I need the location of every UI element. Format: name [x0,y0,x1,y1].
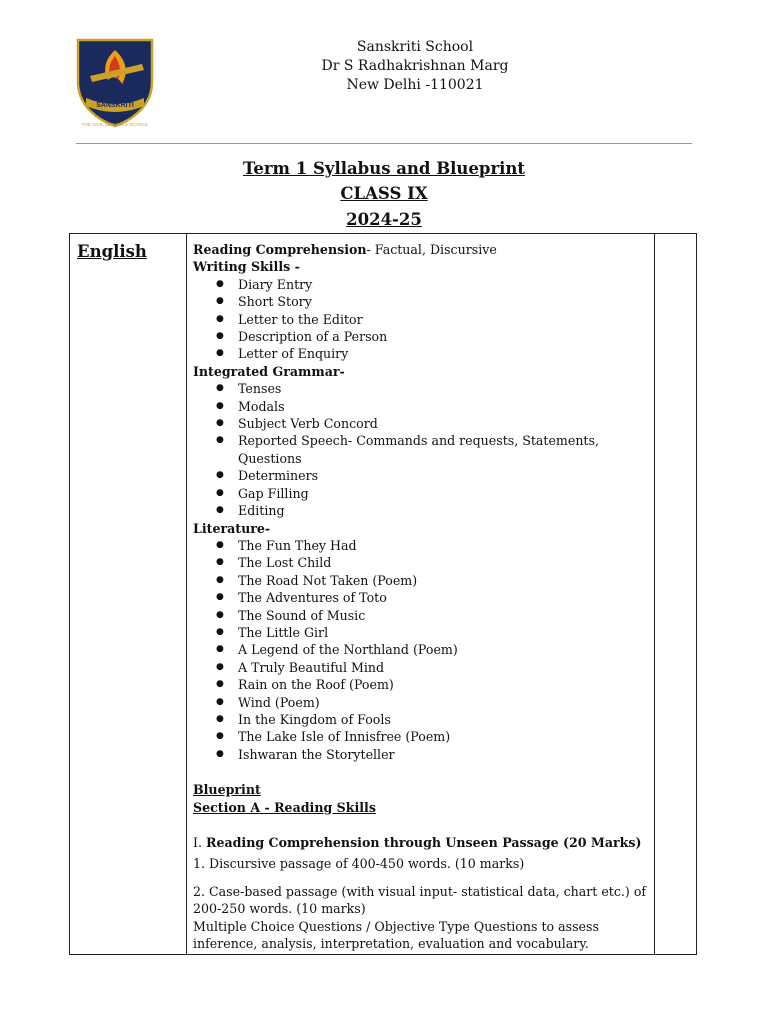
writing-heading: Writing Skills - [193,259,300,275]
literature-heading: Literature- [193,520,271,536]
list-item: ● The Little Girl [193,624,653,641]
column-divider [654,234,655,954]
list-item: ● Wind (Poem) [193,694,653,711]
list-item: ● Subject Verb Concord [193,415,653,432]
list-item: ● The Lost Child [193,554,653,571]
blueprint-heading: Blueprint [193,782,261,798]
question-heading [193,834,653,851]
list-item: ● Tenses [193,380,653,397]
grammar-list [193,380,653,519]
list-item: ● Description of a Person [193,328,653,345]
logo-text: SANSKRITI [96,102,134,109]
list-item: ● Rain on the Roof (Poem) [193,676,653,693]
list-item: ● A Truly Beautiful Mind [193,659,653,676]
address-line-1: Dr S Radhakrishnan Marg [321,58,509,74]
list-item: ● The Fun They Had [193,537,653,554]
mcq-note: Multiple Choice Questions / Objective Type Questions to assess inference, analysis, interpretation, evaluation and vocabulary. [193,918,599,952]
list-item: ● Ishwaran the Storyteller [193,746,653,763]
list-item: ● Determiners [193,467,653,484]
syllabus-content [193,241,653,952]
list-item: ● Diary Entry [193,276,653,293]
list-item: ● Letter of Enquiry [193,345,653,362]
list-item: ● Reported Speech- Commands and requests, Statements, Questions [193,432,653,467]
passage-1: 1. Discursive passage of 400-450 words. (10 marks) [193,856,525,872]
subject-name: English [77,242,147,261]
school-name: Sanskriti School [356,39,474,55]
question-prefix: I. [193,835,206,850]
syllabus-table [69,233,697,955]
header-divider [76,143,692,144]
list-item: ● The Lake Isle of Innisfree (Poem) [193,728,653,745]
address-line-2: New Delhi -110021 [346,77,484,93]
list-item: ● The Adventures of Toto [193,589,653,606]
list-item: ● The Sound of Music [193,607,653,624]
list-item: ● In the Kingdom of Fools [193,711,653,728]
column-divider [186,234,187,954]
list-item: ● The Road Not Taken (Poem) [193,572,653,589]
list-item: ● A Legend of the Northland (Poem) [193,641,653,658]
school-logo [72,36,158,128]
list-item: ● Modals [193,398,653,415]
writing-list [193,276,653,363]
session-title: 2024-25 [346,210,422,229]
class-title: CLASS IX [340,184,428,203]
section-heading: Section A - Reading Skills [193,799,376,815]
list-item: ● Editing [193,502,653,519]
reading-detail: - Factual, Discursive [366,242,497,257]
logo-tagline: THE CIVIL SERVICES SCHOOL [81,122,149,127]
literature-list [193,537,653,763]
school-address [270,38,560,95]
passage-2: 2. Case-based passage (with visual input- statistical data, chart etc.) of 200-250 words. (10 marks) [193,883,647,917]
list-item: ● Short Story [193,293,653,310]
reading-line [193,241,653,258]
reading-heading: Reading Comprehension [193,242,367,257]
list-item: ● Letter to the Editor [193,311,653,328]
grammar-heading: Integrated Grammar- [193,363,345,379]
document-title: Term 1 Syllabus and Blueprint [242,159,526,178]
list-item: ● Gap Filling [193,485,653,502]
question-title: Reading Comprehension through Unseen Passage (20 Marks) [205,835,642,850]
